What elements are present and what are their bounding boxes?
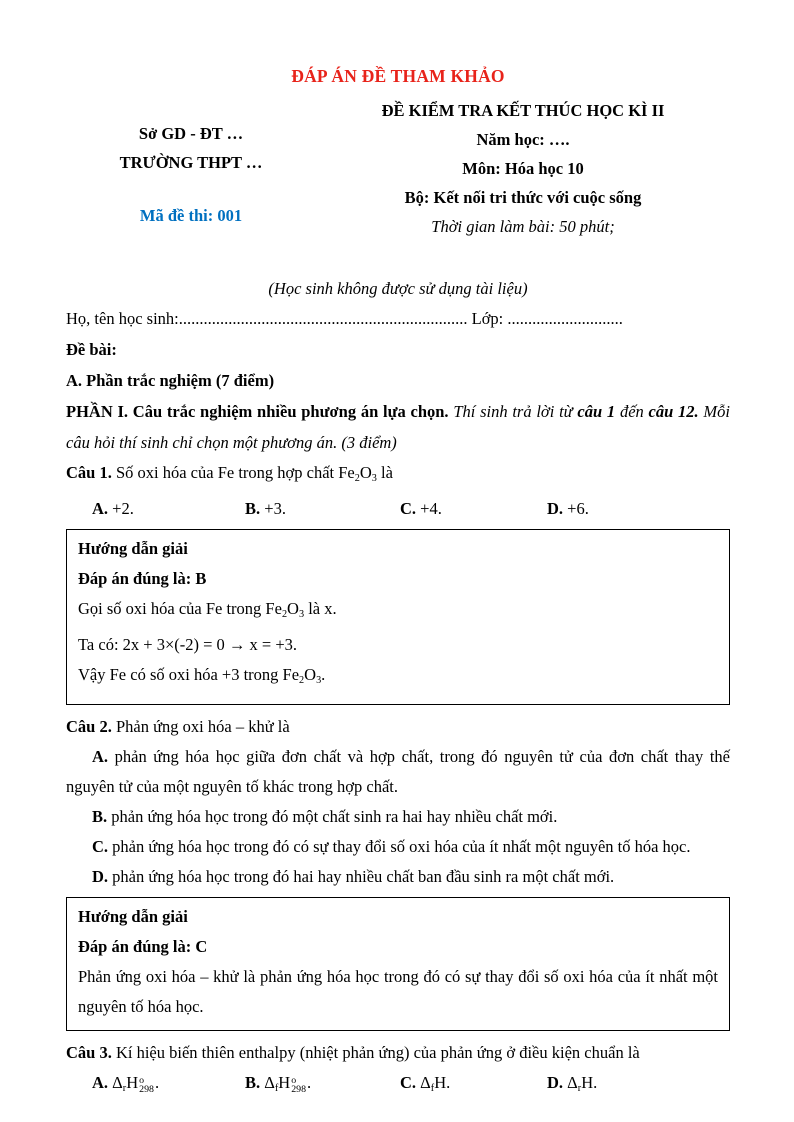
question-1-option-c: C. +4.: [400, 499, 442, 519]
question-2-option-c: C. phản ứng hóa học trong đó có sự thay đổi số oxi hóa của ít nhất một nguyên tố hóa học.: [92, 837, 691, 857]
question-2-option-b: B. phản ứng hóa học trong đó một chất sinh ra hai hay nhiều chất mới.: [92, 807, 558, 827]
question-1-options: [66, 494, 730, 524]
department-name: Sở GD - ĐT …: [138, 124, 244, 143]
question-3-option-a: A. $\Delta_rH$ o 298 .: [92, 1073, 160, 1096]
part1-intro: PHẦN I. Câu trắc nghiệm nhiều phương án lựa chọn. Thí sinh trả lời từ câu 1 đến câu 12. Mỗi câu hỏi thí sinh chỉ chọn một phương án. (3 điểm): [66, 402, 731, 452]
student-name-line: Họ, tên học sinh:...................................................................... Lớp: ............................: [66, 309, 623, 328]
question-2-option-a: A. phản ứng hóa học giữa đơn chất và hợp chất, trong đó nguyên tử của đơn chất thay thế nguyên tử của một nguyên tố khác trong hợp chất.: [66, 747, 730, 797]
question-2-stem: Câu 2. Phản ứng oxi hóa – khử là: [66, 717, 290, 737]
question-3-option-d: D. $\Delta_rH$.: [547, 1073, 598, 1095]
question-1-option-a: A. +2.: [92, 499, 134, 519]
page-title: ĐÁP ÁN ĐỀ THAM KHẢO: [291, 66, 505, 86]
question-3-option-c: C. $\Delta_fH$.: [400, 1073, 451, 1095]
question-1-option-b: B. +3.: [245, 499, 286, 519]
solution-line: Ta có: 2x + 3×(-2) = 0 → x = +3.: [78, 635, 298, 655]
header-right-column: [316, 96, 730, 241]
header-left-column: [66, 96, 316, 241]
exam-title: ĐỀ KIỂM TRA KẾT THÚC HỌC KÌ II: [381, 101, 665, 120]
solution-line: Gọi số oxi hóa của Fe trong $Fe_2O_3$ là x.: [78, 599, 337, 621]
solution-title: Hướng dẫn giải: [78, 539, 188, 559]
solution-answer: Đáp án đúng là: C: [78, 937, 208, 957]
question-1-solution-box: [66, 529, 730, 705]
question-3-stem: Câu 3. Kí hiệu biến thiên enthalpy (nhiệt phản ứng) của phản ứng ở điều kiện chuẩn là: [66, 1043, 640, 1063]
exam-code: Mã đề thi: 001: [139, 206, 243, 225]
question-1-option-d: D. +6.: [547, 499, 589, 519]
solution-answer: Đáp án đúng là: B: [78, 569, 207, 589]
question-2-solution-box: [66, 897, 730, 1031]
exam-header: [66, 96, 730, 241]
question-3-option-b: B. $\Delta_fH$ o 298 .: [245, 1073, 312, 1096]
subject-name: Môn: Hóa học 10: [462, 159, 584, 178]
question-3-options: [66, 1068, 730, 1104]
exam-duration: Thời gian làm bài: 50 phút;: [431, 217, 615, 236]
de-bai-heading: Đề bài:: [66, 340, 117, 359]
book-series: Bộ: Kết nối tri thức với cuộc sống: [404, 188, 642, 207]
question-2-option-d: D. phản ứng hóa học trong đó hai hay nhiều chất ban đầu sinh ra một chất mới.: [92, 867, 615, 887]
student-note: (Học sinh không được sử dụng tài liệu): [268, 279, 528, 298]
question-1-stem: Câu 1. Số oxi hóa của Fe trong hợp chất $Fe_2O_3$ là: [66, 463, 393, 485]
school-year: Năm học: ….: [476, 130, 570, 149]
solution-title: Hướng dẫn giải: [78, 907, 188, 927]
school-name: TRƯỜNG THPT …: [119, 153, 263, 172]
solution-line: Vậy Fe có số oxi hóa +3 trong $Fe_2O_3$.: [78, 665, 326, 687]
solution-line: Phản ứng oxi hóa – khử là phản ứng hóa học trong đó có sự thay đổi số oxi hóa của ít nhất một nguyên tố hóa học.: [78, 967, 718, 1017]
part-a-heading: A. Phần trắc nghiệm (7 điểm): [66, 371, 275, 390]
